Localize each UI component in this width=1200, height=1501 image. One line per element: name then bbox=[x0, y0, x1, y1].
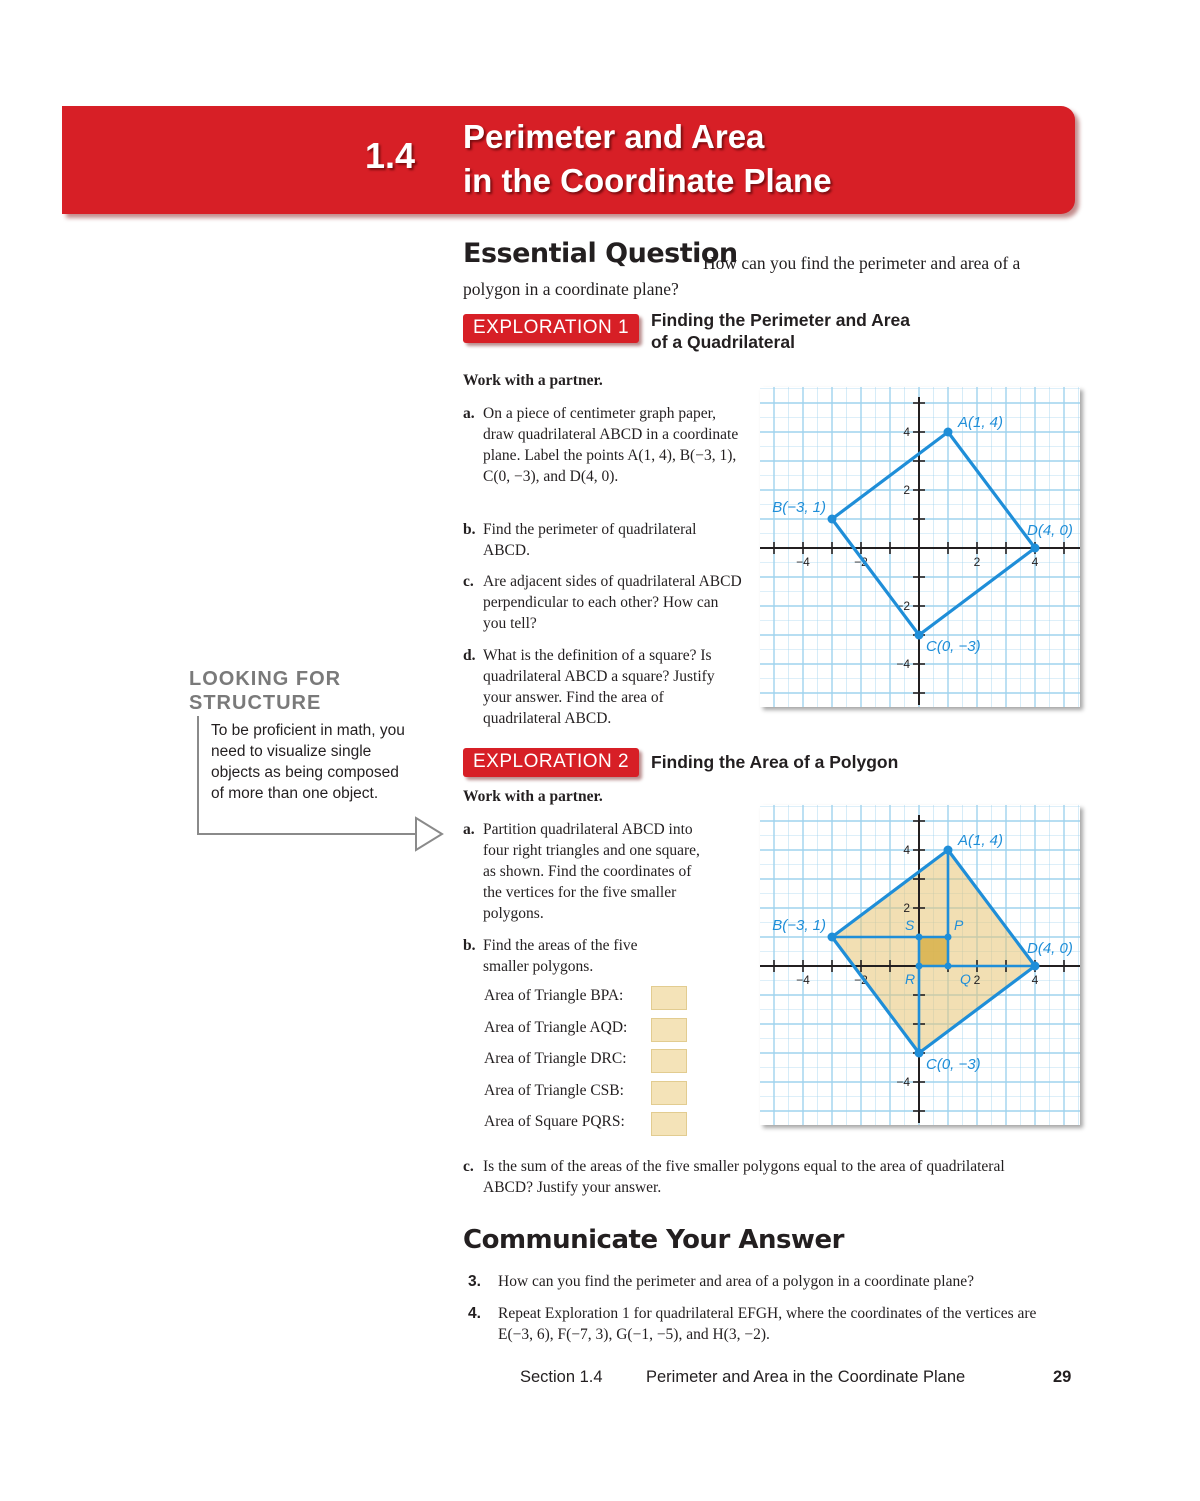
inner-point-p bbox=[945, 934, 952, 941]
question-3 bbox=[468, 1271, 1068, 1292]
sidebar-heading-line2: STRUCTURE bbox=[189, 692, 322, 714]
exploration-1-title bbox=[651, 309, 910, 353]
exploration-2-title: Finding the Area of a Polygon bbox=[651, 752, 899, 772]
inner-point-q bbox=[945, 963, 952, 970]
communicate-heading: Communicate Your Answer bbox=[463, 1225, 844, 1255]
exploration-2-item-b bbox=[463, 935, 663, 977]
inner-point-label: P bbox=[954, 917, 964, 933]
exploration-2-item-a bbox=[463, 819, 713, 924]
x-tick-label: 4 bbox=[1031, 973, 1039, 987]
question-text: How can you find the perimeter and area of a polygon in a coordinate plane? bbox=[498, 1273, 975, 1290]
sidebar-text: To be proficient in math, you need to visualize single objects as being composed of more than one object. bbox=[211, 722, 405, 802]
area-answer-box-aqd[interactable] bbox=[651, 1018, 687, 1042]
inner-point-r bbox=[916, 963, 923, 970]
exploration-1-work-note: Work with a partner. bbox=[463, 372, 603, 389]
area-label-drc: Area of Triangle DRC: bbox=[484, 1050, 627, 1067]
y-tick-label: −4 bbox=[896, 1075, 910, 1089]
square-pqrs-fill bbox=[919, 937, 948, 966]
question-number: 4. bbox=[468, 1305, 481, 1322]
item-label: b. bbox=[463, 937, 476, 954]
vertex-label: A(1, 4) bbox=[958, 414, 1004, 431]
x-tick-label: −2 bbox=[854, 973, 868, 987]
vertex-b bbox=[828, 933, 837, 942]
section-title bbox=[463, 115, 832, 203]
vertex-a bbox=[944, 846, 953, 855]
y-tick-label: 4 bbox=[903, 843, 910, 857]
inner-point-s bbox=[916, 934, 923, 941]
x-tick-label: −4 bbox=[796, 973, 810, 987]
sidebar-heading bbox=[189, 667, 341, 715]
item-text: On a piece of centimeter graph paper, draw quadrilateral ABCD in a coordinate plane. Label the points A(1, 4), B(−3, 1), C(0, −3), and D(4, 0). bbox=[483, 405, 739, 485]
question-number: 3. bbox=[468, 1273, 481, 1290]
graph-1-svg bbox=[760, 387, 1080, 707]
graph-2-svg bbox=[760, 805, 1080, 1125]
inner-point-label: Q bbox=[960, 971, 971, 987]
item-label: c. bbox=[463, 1158, 474, 1175]
exploration-2-work-note: Work with a partner. bbox=[463, 788, 603, 805]
vertex-label: D(4, 0) bbox=[1027, 522, 1073, 539]
y-tick-label: 4 bbox=[903, 425, 910, 439]
item-label: b. bbox=[463, 521, 476, 538]
footer-title: Perimeter and Area in the Coordinate Plane bbox=[646, 1368, 966, 1386]
area-label-csb: Area of Triangle CSB: bbox=[484, 1082, 624, 1099]
inner-point-label: R bbox=[905, 971, 916, 987]
sidebar-heading-line1: LOOKING FOR bbox=[189, 668, 342, 690]
vertex-label: A(1, 4) bbox=[958, 832, 1004, 849]
x-tick-label: −4 bbox=[796, 555, 810, 569]
item-label: c. bbox=[463, 573, 474, 590]
section-title-line2: in the Coordinate Plane bbox=[463, 162, 832, 199]
essential-question-text: How can you find the perimeter and area of a polygon in a coordinate plane? bbox=[463, 253, 1021, 299]
area-label-bpa: Area of Triangle BPA: bbox=[484, 987, 624, 1004]
exploration-1-title-line1: Finding the Perimeter and Area bbox=[651, 310, 910, 330]
exploration-1-item-c bbox=[463, 571, 743, 634]
item-text: What is the definition of a square? Is quadrilateral ABCD a square? Justify your answer. Find the area of quadrilateral ABCD. bbox=[483, 647, 715, 727]
x-tick-label: 2 bbox=[973, 973, 981, 987]
inner-point-label: S bbox=[905, 917, 915, 933]
question-text: Repeat Exploration 1 for quadrilateral EFGH, where the coordinates of the vertices are E(−3, 6), F(−7, 3), G(−1, −5), and H(3, −2). bbox=[498, 1305, 1037, 1343]
x-tick-label: 2 bbox=[973, 555, 981, 569]
vertex-b bbox=[828, 515, 837, 524]
question-4 bbox=[468, 1303, 1038, 1345]
area-answer-box-csb[interactable] bbox=[651, 1081, 687, 1105]
vertex-d bbox=[1031, 544, 1040, 553]
item-text: Are adjacent sides of quadrilateral ABCD perpendicular to each other? How can you tell? bbox=[483, 573, 742, 632]
y-tick-label: 2 bbox=[903, 483, 910, 497]
area-answer-box-pqrs[interactable] bbox=[651, 1112, 687, 1136]
exploration-2-item-c bbox=[463, 1156, 1023, 1198]
vertex-d bbox=[1031, 962, 1040, 971]
section-number: 1.4 bbox=[365, 135, 416, 176]
essential-question-heading: Essential Question bbox=[463, 238, 738, 269]
area-label-pqrs: Area of Square PQRS: bbox=[484, 1113, 625, 1130]
vertex-a bbox=[944, 428, 953, 437]
item-text: Find the perimeter of quadrilateral ABCD. bbox=[483, 521, 697, 559]
x-tick-label: 4 bbox=[1031, 555, 1039, 569]
item-text: Is the sum of the areas of the five smaller polygons equal to the area of quadrilateral ABCD? Justify your answer. bbox=[483, 1158, 1005, 1196]
footer-section: Section 1.4 bbox=[520, 1368, 603, 1386]
vertex-c bbox=[915, 631, 924, 640]
item-text: Partition quadrilateral ABCD into four right triangles and one square, as shown. Find the coordinates of the vertices for the five smaller polygons. bbox=[483, 821, 700, 922]
vertex-label: D(4, 0) bbox=[1027, 940, 1073, 957]
exploration-2-badge: EXPLORATION 2 bbox=[463, 748, 639, 777]
exploration-1-title-line2: of a Quadrilateral bbox=[651, 332, 795, 352]
exploration-1-badge: EXPLORATION 1 bbox=[463, 314, 639, 343]
exploration-1-item-d bbox=[463, 645, 733, 729]
area-label-aqd: Area of Triangle AQD: bbox=[484, 1019, 628, 1036]
item-label: d. bbox=[463, 647, 476, 664]
y-tick-label: 2 bbox=[903, 901, 910, 915]
coordinate-graph-1 bbox=[760, 387, 1080, 707]
vertex-label: C(0, −3) bbox=[926, 1056, 981, 1073]
area-answer-box-bpa[interactable] bbox=[651, 986, 687, 1010]
vertex-label: B(−3, 1) bbox=[772, 499, 826, 516]
section-title-line1: Perimeter and Area bbox=[463, 118, 765, 155]
item-label: a. bbox=[463, 821, 475, 838]
x-tick-label: −2 bbox=[854, 555, 868, 569]
item-label: a. bbox=[463, 405, 475, 422]
exploration-1-item-a bbox=[463, 403, 743, 487]
footer-page-number: 29 bbox=[1053, 1368, 1072, 1386]
coordinate-graph-2 bbox=[760, 805, 1080, 1125]
area-answer-box-drc[interactable] bbox=[651, 1049, 687, 1073]
vertex-c bbox=[915, 1049, 924, 1058]
y-tick-label: −2 bbox=[896, 599, 910, 613]
vertex-label: C(0, −3) bbox=[926, 638, 981, 655]
item-text: Find the areas of the five smaller polygons. bbox=[483, 937, 638, 975]
vertex-label: B(−3, 1) bbox=[772, 917, 826, 934]
exploration-1-item-b bbox=[463, 519, 703, 561]
y-tick-label: −4 bbox=[896, 657, 910, 671]
